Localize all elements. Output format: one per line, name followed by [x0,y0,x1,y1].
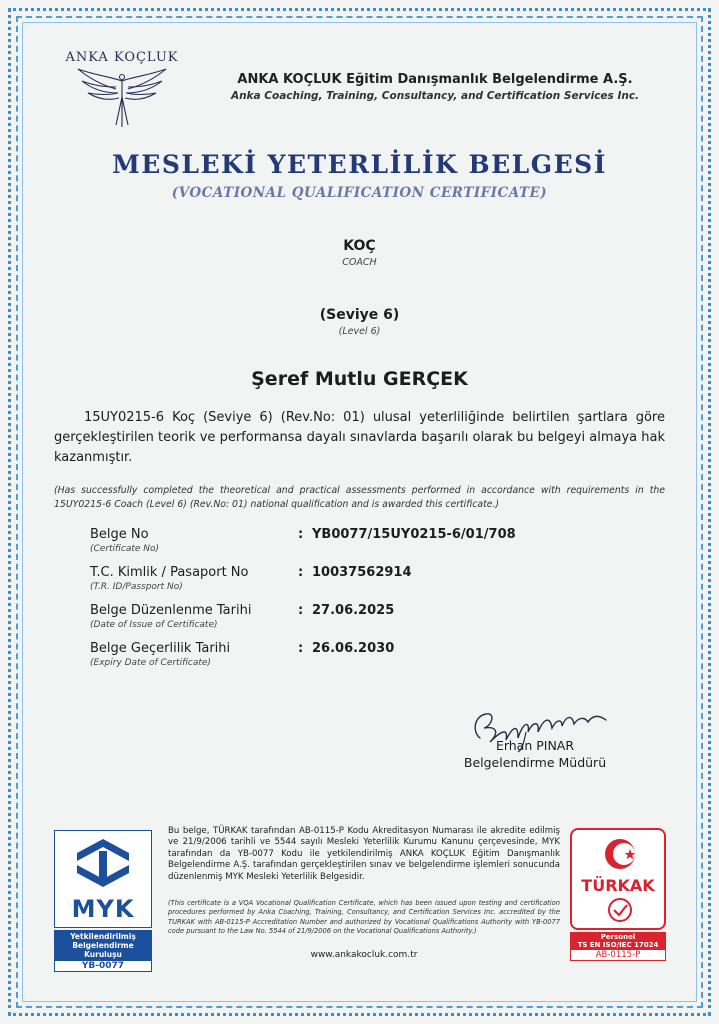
signatory-title: Belgelendirme Müdürü [463,755,607,770]
detail-label: Belge No [90,527,149,542]
occupation-en: COACH [342,257,377,268]
myk-logo [54,830,152,928]
issuer-name-tr: ANKA KOÇLUK Eğitim Danışmanlık Belgelendirme A.Ş. [237,72,633,87]
detail-row-id-no [90,565,650,603]
detail-row-expiry-date [90,641,650,679]
detail-separator: : [298,603,304,618]
detail-row-certificate-no [90,527,650,565]
detail-label-en: (Expiry Date of Certificate) [90,658,211,668]
myk-label: Yetkilendirilmiş Belgelendirme Kuruluşu [54,930,152,961]
phoenix-icon [72,67,172,129]
turkak-logo-text: TÜRKAK [581,876,655,895]
turkak-logo [570,828,666,930]
turkak-code: AB-0115-P [570,950,666,961]
detail-label: Belge Geçerlilik Tarihi [90,641,231,656]
issuer-header [200,72,670,102]
myk-badge [54,830,152,972]
detail-label: T.C. Kimlik / Pasaport No [90,565,249,580]
turkak-badge [570,828,666,961]
signatory-name: Erhan PINAR [495,738,575,753]
turkak-label-2: TS EN ISO/IEC 17024 [577,941,659,949]
detail-value: YB0077/15UY0215-6/01/708 [312,527,516,542]
level-tr: (Seviye 6) [319,307,400,323]
issuer-name-en: Anka Coaching, Training, Consultancy, and Certification Services Inc. [230,90,640,102]
legal-text-tr: Bu belge, TÜRKAK tarafından AB-0115-P Kodu Akreditasyon Numarası ile akredite edilmiş ve 21/9/2006 tarihli ve 5544 sayılı Mesleki Yeterlilik Kurumu Kanunu çerçevesinde, MYK tarafından da YB-0077 Kodu ile yetkilendirilmiş ANKA KOÇLUK Eğitim Danışmanlık Belgelendirme A.Ş. tarafından gerçekleştirilen sınav ve belgelendirme işlemleri sonucunda düzenlenmiş MYK Mesleki Yeterlilik Belgesidir. [168,826,560,882]
logo-wordmark: ANKA KOÇLUK [65,50,179,65]
detail-separator: : [298,565,304,580]
certificate-details [90,527,650,679]
occupation-tr: KOÇ [343,238,376,254]
detail-label: Belge Düzenlenme Tarihi [90,603,252,618]
signatory [440,738,630,770]
level [0,307,719,337]
detail-label-en: (T.R. ID/Passport No) [90,582,183,592]
statement-tr: 15UY0215-6 Koç (Seviye 6) (Rev.No: 01) ulusal yeterliliğinde belirtilen şartlara göre gerçekleştirilen teorik ve performansa dayalı sınavlarda başarılı olarak bu belgeyi almaya hak kazanmıştır. [54,410,665,465]
detail-value: 26.06.2030 [312,641,395,656]
statement-en: (Has successfully completed the theoretical and practical assessments performed in accordance with requirements in the 15UY0215-6 Coach (Level 6) (Rev.No: 01) national qualification and is awarded this certificate.) [54,485,665,510]
detail-separator: : [298,527,304,542]
legal-text-en: (This certificate is a VQA Vocational Qualification Certificate, which has been issued upon testing and certification procedures performed by Anka Coaching, Training, Consultancy, and Certification Services Inc. accredited by the TURKAK with AB-0115-P Accreditation Number and authorized by Vocational Qualifications Authority with YB-0077 code pursuant to the Law No. 5544 of 21/9/2006 on the Vocational Qualifications Authority.) [168,899,560,935]
detail-label-en: (Certificate No) [90,544,160,554]
detail-value: 10037562914 [312,565,412,580]
detail-label-en: (Date of Issue of Certificate) [90,620,218,630]
occupation [0,238,719,268]
level-en: (Level 6) [338,326,381,337]
detail-value: 27.06.2025 [312,603,395,618]
anka-logo [62,50,182,129]
certificate-subtitle: (VOCATIONAL QUALIFICATION CERTIFICATE) [171,185,548,201]
check-seal-icon [572,896,668,926]
holder-name: Şeref Mutlu GERÇEK [251,368,468,390]
turkak-label-1: Personel [600,933,636,941]
certificate-title: MESLEKİ YETERLİLİK BELGESİ [112,150,607,179]
turkak-label [570,932,666,950]
detail-separator: : [298,641,304,656]
website-link[interactable]: www.ankakocluk.com.tr [310,950,418,960]
myk-code: YB-0077 [54,961,152,972]
crescent-star-icon [572,832,668,876]
myk-logo-text: MYK [71,895,135,923]
detail-row-issue-date [90,603,650,641]
